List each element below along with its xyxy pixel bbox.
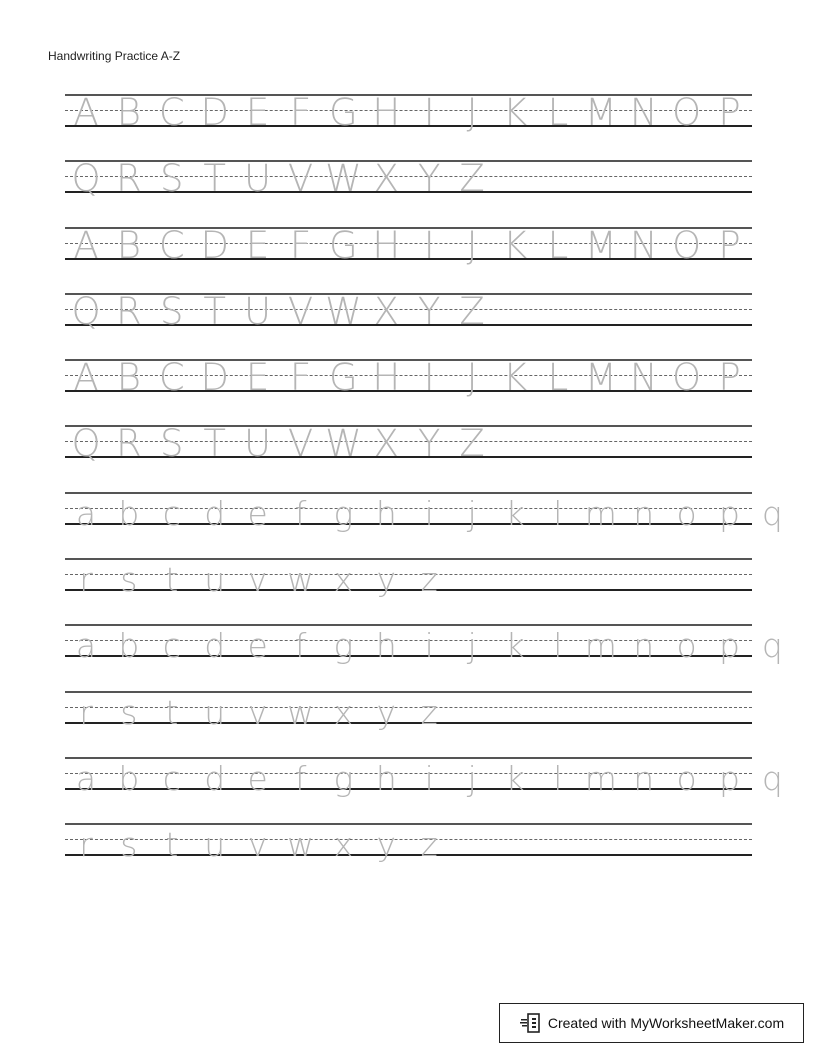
trace-letter: J (466, 91, 478, 134)
trace-letter: X (373, 422, 399, 466)
trace-letter: q (761, 626, 783, 666)
trace-letter: S (160, 289, 184, 333)
trace-letter: P (718, 356, 741, 400)
trace-letter: d (204, 493, 226, 533)
trace-letter: O (672, 356, 702, 400)
trace-letters (65, 691, 752, 732)
trace-letter: k (505, 493, 525, 533)
trace-letter: u (204, 560, 226, 600)
trace-letter: U (244, 157, 272, 201)
trace-letter: s (120, 825, 138, 865)
trace-letter: T (203, 422, 226, 466)
trace-letter: g (333, 758, 354, 798)
practice-row-12 (65, 823, 752, 865)
trace-letter: u (204, 692, 226, 732)
trace-letter: N (629, 223, 658, 267)
trace-letter: Q (71, 157, 101, 201)
trace-letter: Z (459, 422, 485, 466)
practice-row-1 (65, 91, 752, 134)
trace-letter: f (294, 758, 307, 798)
trace-letter: e (247, 758, 268, 798)
trace-letter: x (333, 692, 354, 732)
trace-letter: h (375, 626, 397, 666)
trace-letter: I (423, 356, 435, 400)
trace-letter: J (466, 356, 478, 400)
trace-letter: y (376, 825, 397, 865)
trace-letter: O (672, 91, 702, 134)
trace-letter: H (372, 356, 401, 400)
trace-letter: b (118, 626, 140, 666)
trace-letter: T (203, 157, 226, 201)
trace-letter: r (79, 692, 93, 732)
trace-letters (65, 823, 752, 865)
trace-letter: s (120, 692, 138, 732)
practice-row-7 (65, 492, 783, 533)
trace-letter: N (629, 356, 658, 400)
practice-rows (65, 91, 783, 890)
trace-letter: i (424, 493, 434, 533)
trace-letter: S (160, 422, 184, 466)
trace-letter: R (116, 422, 142, 466)
trace-letter: Q (71, 422, 101, 466)
myworksheetmaker-logo-icon (519, 1012, 541, 1034)
trace-letter: Y (417, 422, 441, 466)
trace-letter: W (325, 289, 362, 333)
practice-row-9 (65, 624, 783, 666)
trace-letter: n (633, 493, 655, 533)
trace-letter: W (325, 422, 362, 466)
trace-letter: z (420, 692, 438, 732)
trace-letter: B (116, 91, 141, 134)
trace-letter: w (287, 692, 314, 732)
trace-letter: G (329, 91, 358, 134)
trace-letter: B (116, 223, 141, 267)
trace-letter: L (547, 223, 569, 267)
trace-letter: Y (417, 157, 441, 201)
practice-row-10 (65, 691, 752, 732)
trace-letter: o (676, 758, 697, 798)
trace-letter: Q (71, 289, 101, 333)
trace-letter: u (204, 825, 226, 865)
trace-letter: b (118, 758, 140, 798)
trace-letter: h (375, 758, 397, 798)
trace-letter: Y (417, 289, 441, 333)
trace-letter: b (118, 493, 140, 533)
trace-letter: H (372, 91, 401, 134)
trace-letter: j (467, 626, 477, 666)
trace-letter: q (761, 493, 783, 533)
trace-letter: H (372, 223, 401, 267)
trace-letters (65, 356, 752, 400)
trace-letters (65, 558, 752, 600)
trace-letter: Z (459, 157, 485, 201)
trace-letter: v (247, 692, 268, 732)
trace-letter: L (547, 356, 569, 400)
trace-letter: o (676, 626, 697, 666)
trace-letter: i (424, 758, 434, 798)
trace-letter: g (333, 493, 354, 533)
trace-letter: p (719, 758, 740, 798)
trace-letter: O (672, 223, 702, 267)
trace-letters (65, 624, 783, 666)
trace-letter: W (325, 157, 362, 201)
trace-letter: C (158, 91, 185, 134)
trace-letter: i (424, 626, 434, 666)
trace-letter: x (333, 825, 354, 865)
trace-letter: d (204, 758, 226, 798)
trace-letter: a (75, 626, 97, 666)
trace-letter: q (761, 758, 783, 798)
trace-letter: a (75, 758, 97, 798)
trace-letter: M (584, 223, 617, 267)
trace-letter: f (294, 493, 307, 533)
trace-letter: A (73, 91, 99, 134)
trace-letter: y (376, 692, 397, 732)
trace-letter: C (158, 356, 185, 400)
trace-letter: R (116, 157, 142, 201)
trace-letter: I (423, 91, 435, 134)
trace-letter: y (376, 560, 397, 600)
trace-letter: m (584, 626, 617, 666)
trace-letter: X (373, 289, 399, 333)
trace-letter: K (502, 356, 528, 400)
trace-letter: S (160, 157, 184, 201)
footer-credit-badge[interactable] (499, 1003, 804, 1043)
practice-row-3 (65, 223, 752, 267)
trace-letter: L (547, 91, 569, 134)
trace-letter: m (584, 493, 617, 533)
trace-letter: a (75, 493, 97, 533)
trace-letter: E (245, 356, 270, 400)
trace-letter: Z (459, 289, 485, 333)
trace-letter: P (718, 223, 741, 267)
trace-letter: E (245, 91, 270, 134)
trace-letter: D (200, 356, 229, 400)
trace-letter: V (287, 422, 314, 466)
trace-letter: l (553, 626, 563, 666)
trace-letter: k (505, 626, 525, 666)
trace-letter: A (73, 223, 99, 267)
trace-letters (65, 157, 752, 201)
trace-letter: I (423, 223, 435, 267)
trace-letter: c (162, 493, 181, 533)
trace-letter: o (676, 493, 697, 533)
trace-letter: h (375, 493, 397, 533)
trace-letter: c (162, 626, 181, 666)
trace-letter: U (244, 422, 272, 466)
practice-row-4 (65, 289, 752, 333)
trace-letter: p (719, 493, 740, 533)
trace-letter: n (633, 758, 655, 798)
trace-letter: J (466, 223, 478, 267)
trace-letters (65, 289, 752, 333)
trace-letter: n (633, 626, 655, 666)
trace-letter: t (165, 692, 179, 732)
trace-letter: j (467, 493, 477, 533)
trace-letter: c (162, 758, 181, 798)
trace-letter: z (420, 825, 438, 865)
practice-row-8 (65, 558, 752, 600)
trace-letter: l (553, 493, 563, 533)
trace-letter: e (247, 626, 268, 666)
trace-letter: R (116, 289, 142, 333)
trace-letter: r (79, 825, 93, 865)
trace-letter: k (505, 758, 525, 798)
trace-letter: x (333, 560, 354, 600)
trace-letters (65, 757, 783, 798)
trace-letter: D (200, 223, 229, 267)
trace-letter: v (247, 560, 268, 600)
trace-letter: P (718, 91, 741, 134)
trace-letter: r (79, 560, 93, 600)
trace-letter: M (584, 356, 617, 400)
trace-letter: D (200, 91, 229, 134)
trace-letter: X (373, 157, 399, 201)
footer-credit-text: Created with MyWorksheetMaker.com (547, 1015, 785, 1031)
trace-letter: F (289, 223, 312, 267)
practice-row-2 (65, 157, 752, 201)
trace-letter: K (502, 91, 528, 134)
trace-letter: z (420, 560, 438, 600)
trace-letter: M (584, 91, 617, 134)
trace-letter: F (289, 91, 312, 134)
trace-letter: K (502, 223, 528, 267)
trace-letter: T (203, 289, 226, 333)
trace-letter: s (120, 560, 138, 600)
trace-letter: d (204, 626, 226, 666)
trace-letter: B (116, 356, 141, 400)
trace-letter: j (467, 758, 477, 798)
trace-letter: G (329, 223, 358, 267)
trace-letter: C (158, 223, 185, 267)
trace-letter: l (553, 758, 563, 798)
practice-row-11 (65, 757, 783, 798)
worksheet-title: Handwriting Practice A-Z (48, 49, 181, 63)
trace-letter: E (245, 223, 270, 267)
trace-letters (65, 91, 752, 134)
trace-letter: V (287, 289, 314, 333)
trace-letters (65, 223, 752, 267)
trace-letter: f (294, 626, 307, 666)
trace-letter: F (289, 356, 312, 400)
trace-letter: t (165, 560, 179, 600)
trace-letter: w (287, 825, 314, 865)
trace-letter: G (329, 356, 358, 400)
trace-letter: w (287, 560, 314, 600)
trace-letter: t (165, 825, 179, 865)
trace-letter: U (244, 289, 272, 333)
trace-letter: v (247, 825, 268, 865)
trace-letters (65, 492, 783, 533)
trace-letter: V (287, 157, 314, 201)
trace-letters (65, 422, 752, 466)
trace-letter: N (629, 91, 658, 134)
trace-letter: e (247, 493, 268, 533)
trace-letter: A (73, 356, 99, 400)
practice-row-5 (65, 356, 752, 400)
trace-letter: g (333, 626, 354, 666)
practice-row-6 (65, 422, 752, 466)
trace-letter: m (584, 758, 617, 798)
trace-letter: p (719, 626, 740, 666)
